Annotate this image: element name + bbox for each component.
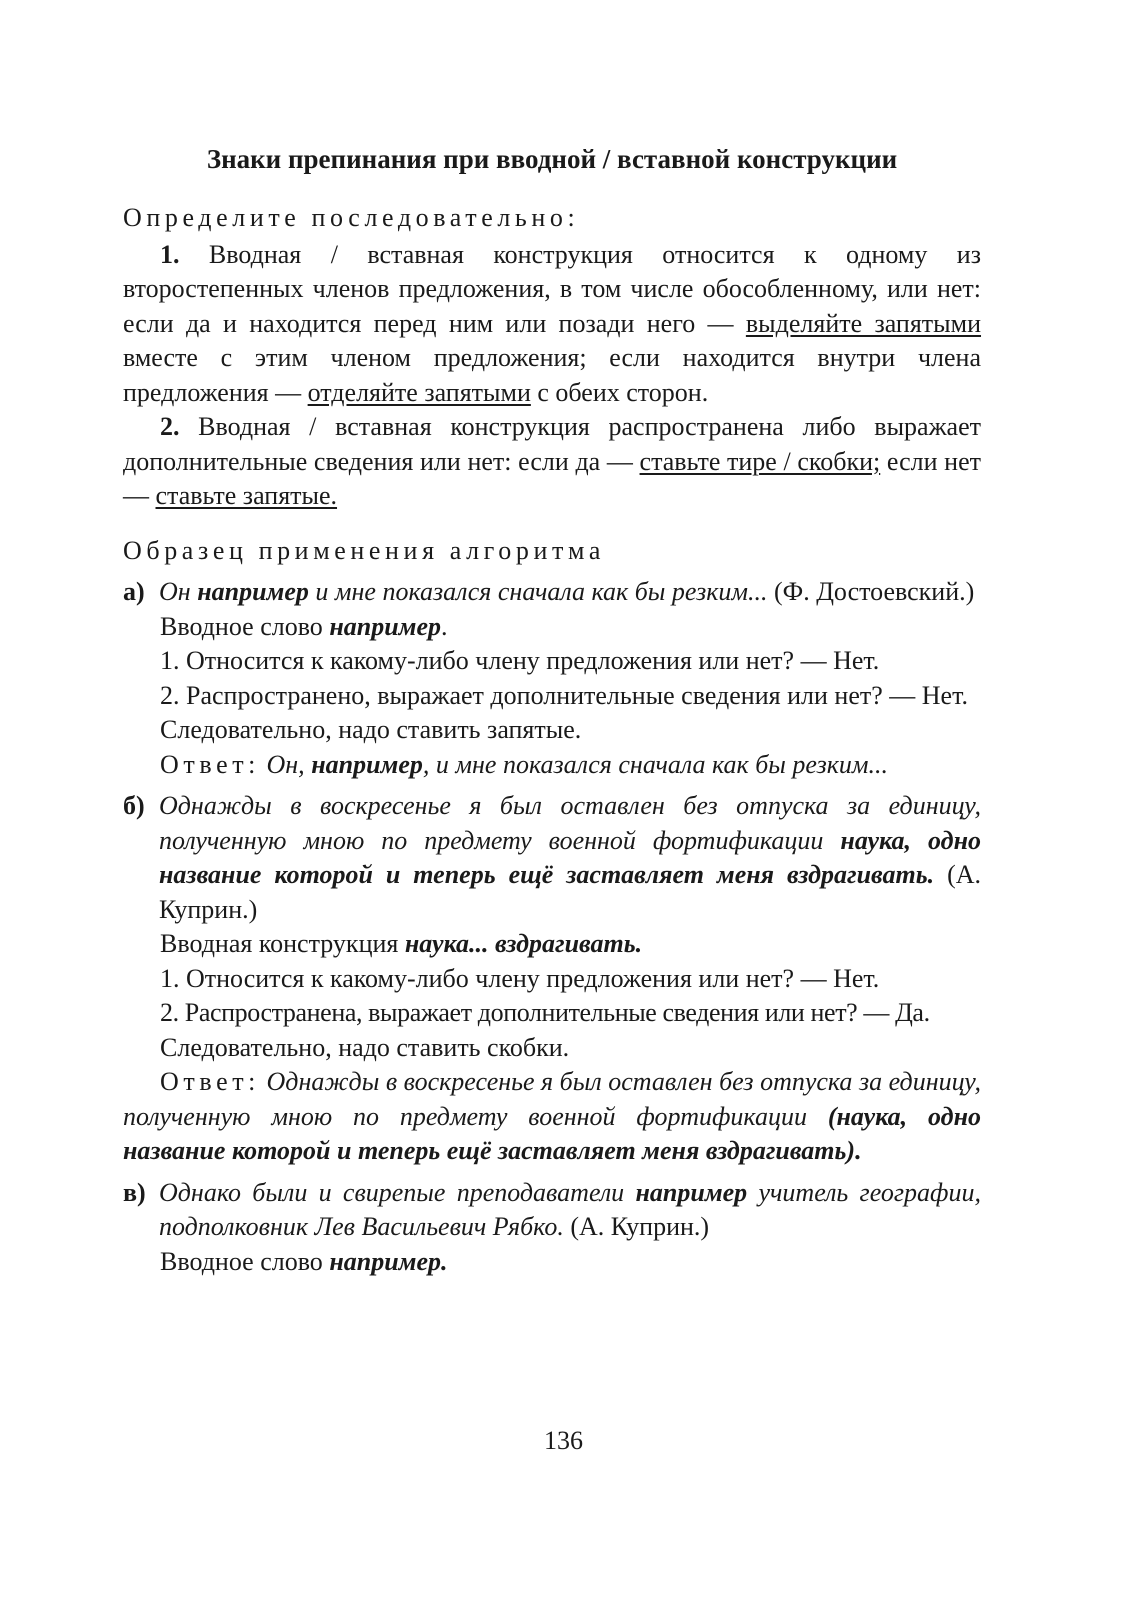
rule-text: Вводная / вставная конструкция распространена либо выражает дополнительные сведения или нет: если да — [123, 412, 981, 476]
question-2: 2. Распространена, выражает дополнительные сведения или нет? — Да. [160, 998, 930, 1027]
underlined-instruction: отделяйте запятыми [307, 377, 531, 407]
question-2: 2. Распространено, выражает дополнительные сведения или нет? — Нет. [160, 680, 968, 710]
example-c [123, 1176, 981, 1245]
rule-number: 1. [160, 239, 180, 269]
section-label-sample: Образец применения алгоритма [123, 535, 605, 565]
conclusion: Следовательно, надо ставить запятые. [160, 715, 582, 744]
example-sentence: Он например и мне показался сначала как бы резким... (Ф. Достоевский.) [159, 577, 975, 606]
page-title: Знаки препинания при вводной / вставной конструкции [206, 144, 898, 174]
question-1: 1. Относится к какому-либо члену предложения или нет? — Нет. [160, 646, 880, 675]
underlined-instruction: выделяйте запятыми [745, 308, 982, 338]
example-a [123, 575, 981, 610]
rule-number: 2. [160, 412, 180, 441]
conclusion: Следовательно, надо ставить скобки. [160, 1032, 570, 1062]
underlined-instruction: ставьте запятые. [155, 481, 338, 510]
section-label-algorithm: Определите последовательно: [123, 203, 580, 232]
content [123, 140, 981, 1279]
answer: Ответ: Он, например, и мне показался сначала как бы резким... [160, 749, 888, 779]
example-b [123, 789, 981, 927]
example-letter: в) [123, 1177, 146, 1207]
underlined-instruction: ставьте тире / скобки; [639, 446, 881, 476]
example-intro: Вводное слово например. [160, 611, 448, 641]
answer: Ответ: Однажды в воскресенье я был оставлен без отпуска за единицу, полученную мною по предмету военной фортификации (наука, одно название которой и теперь ещё заставляет меня вздрагивать). [123, 1067, 982, 1165]
rule-text: вместе с этим членом предложения; если находится внутри члена предложения — [123, 343, 981, 407]
example-letter: б) [123, 791, 145, 820]
example-intro: Вводная конструкция наука... вздрагивать. [160, 929, 643, 958]
example-sentence: Однако были и свирепые преподаватели например учитель географии, подполковник Лев Васильевич Рябко. (А. Куприн.) [159, 1177, 981, 1241]
page-number: 136 [544, 1426, 583, 1455]
rule-2 [123, 410, 981, 514]
rule-text: Вводная / вставная конструкция относится к одному из второстепенных членов предложения, в том числе обособленному, или нет: если да и находится перед ним или позади него — [123, 239, 981, 338]
example-intro: Вводное слово например. [160, 1246, 448, 1276]
example-letter: а) [123, 577, 145, 606]
rule-1 [123, 238, 981, 411]
rule-text: если нет — [123, 446, 981, 510]
rule-text: с обеих сторон. [530, 377, 709, 407]
example-sentence: Однажды в воскресенье я был оставлен без отпуска за единицу, полученную мною по предмету военной фортификации наука, одно название которой и теперь ещё заставляет меня вздрагивать. (А. Куприн.) [159, 791, 982, 924]
question-1: 1. Относится к какому-либо члену предложения или нет? — Нет. [160, 963, 880, 993]
